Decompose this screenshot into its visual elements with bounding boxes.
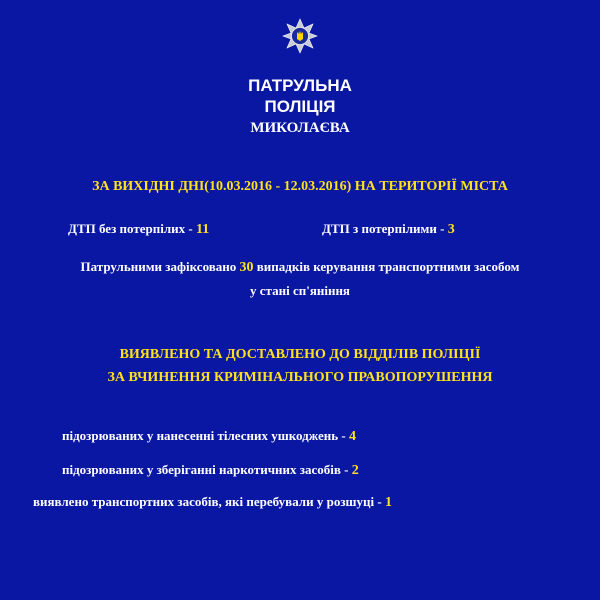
drunk-driving-suffix: випадків керування транспортними засобом xyxy=(256,259,520,274)
criminal-item-label: виявлено транспортних засобів, які перебували у розшуці - xyxy=(33,494,382,509)
criminal-item-label: підозрюваних у зберіганні наркотичних засобів - xyxy=(62,462,349,477)
drunk-driving-value: 30 xyxy=(239,260,254,275)
criminal-title-line2: ЗА ВЧИНЕННЯ КРИМІНАЛЬНОГО ПРАВОПОРУШЕННЯ xyxy=(107,370,493,385)
criminal-title-line1: ВИЯВЛЕНО ТА ДОСТАВЛЕНО ДО ВІДДІЛІВ ПОЛІЦІЇ xyxy=(119,347,481,362)
criminal-item-value: 4 xyxy=(348,429,356,444)
header-city: МИКОЛАЄВА xyxy=(250,120,350,136)
accidents-with-victims xyxy=(322,221,455,238)
criminal-item-injuries xyxy=(62,428,356,445)
police-badge-icon xyxy=(282,14,318,60)
criminal-item-value: 2 xyxy=(351,463,359,478)
criminal-item-drugs xyxy=(62,462,359,479)
accidents-with-victims-value: 3 xyxy=(447,222,455,237)
criminal-item-label: підозрюваних у нанесенні тілесних ушкоджень - xyxy=(62,428,346,443)
drunk-driving-line2: у стані сп'яніння xyxy=(250,283,350,298)
accidents-with-victims-label: ДТП з потерпілими - xyxy=(322,221,445,236)
criminal-item-vehicles xyxy=(33,494,392,511)
drunk-driving-line xyxy=(0,259,600,276)
summary-title: ЗА ВИХІДНІ ДНІ(10.03.2016 - 12.03.2016) НА ТЕРИТОРІЇ МІСТА xyxy=(92,179,508,194)
drunk-driving-prefix: Патрульними зафіксовано xyxy=(80,259,237,274)
header-line1: ПАТРУЛЬНА xyxy=(248,76,352,95)
accidents-no-victims-label: ДТП без потерпілих - xyxy=(68,221,193,236)
header-line2: ПОЛІЦІЯ xyxy=(264,97,336,116)
criminal-item-value: 1 xyxy=(384,495,392,510)
accidents-no-victims-value: 11 xyxy=(195,222,210,237)
accidents-no-victims xyxy=(68,221,209,238)
